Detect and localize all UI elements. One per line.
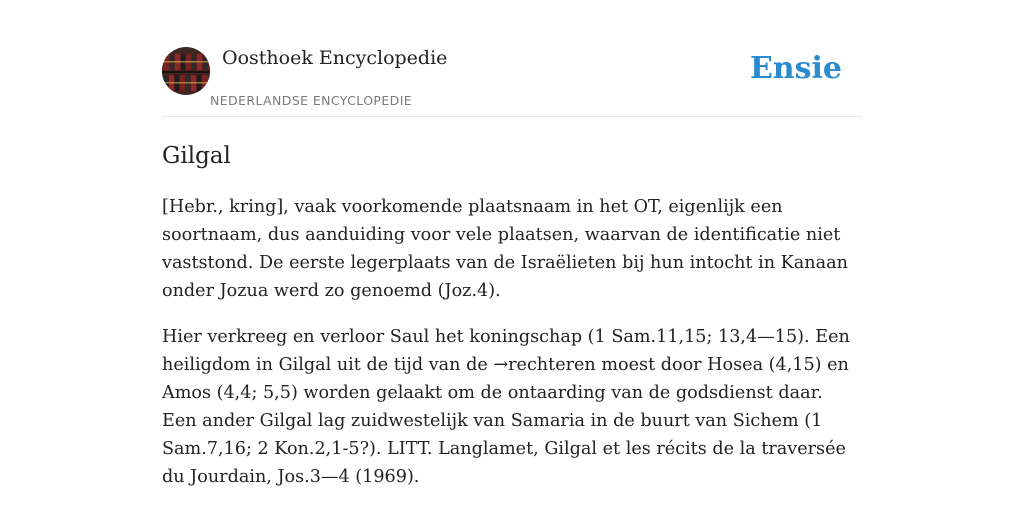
paragraph-text: moest door Hosea (4,15) en Amos (4,4; 5,5) worden gelaakt om de ontaarding van de godsdienst daar. Een ander Gilgal lag zuidwestelijk van Samaria in de buurt van Sichem (1 Sam.7,16; 2 Kon.2,1-5?). LITT. Langlamet, Gilgal et les récits de la traversée du Jourdain, Jos.3—4 (1969). <box>162 355 849 487</box>
entry-paragraph <box>162 323 862 491</box>
entry-paragraph: [Hebr., kring], vaak voorkomende plaatsnaam in het OT, eigenlijk een soortnaam, dus aanduiding voor vele plaatsen, waarvan de identificatie niet vaststond. De eerste legerplaats van de Israëlieten bij hun intocht in Kanaan onder Jozua werd zo genoemd (Joz.4). <box>162 197 848 301</box>
site-header <box>162 0 862 117</box>
site-title[interactable]: Oosthoek Encyclopedie <box>222 47 448 69</box>
paragraph-text: Hier verkreeg en verloor Saul het koningschap (1 Sam.11,15; 13,4—15). Een heiligdom in Gilgal uit de tijd van de <box>162 327 850 375</box>
entry-body <box>162 193 862 491</box>
entry-title: Gilgal <box>162 143 231 169</box>
bookshelf-icon[interactable] <box>162 47 210 95</box>
cross-reference-link[interactable]: →rechteren <box>493 355 596 375</box>
brand-logo[interactable]: Ensie <box>749 51 842 86</box>
site-subtitle: NEDERLANDSE ENCYCLOPEDIE <box>210 93 413 108</box>
